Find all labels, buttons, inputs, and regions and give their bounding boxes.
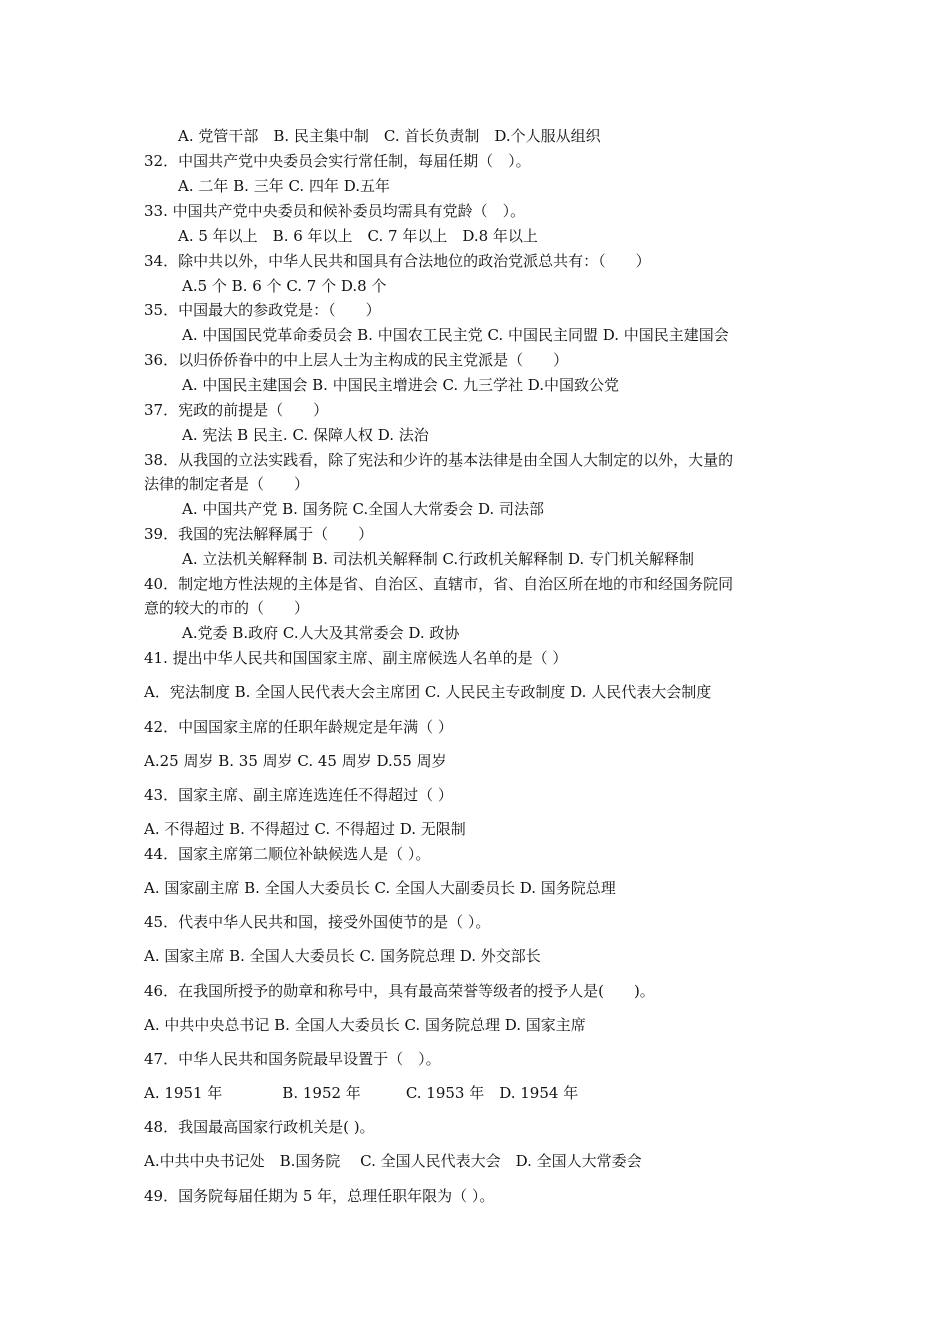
- q47-options: A. 1951 年 B. 1952 年 C. 1953 年 D. 1954 年: [144, 1084, 579, 1102]
- q35-question: 35．中国最大的参政党是：（ ）: [144, 301, 381, 319]
- q37-question: 37．宪政的前提是（ ）: [144, 401, 329, 419]
- q42-question: 42．中国国家主席的任职年龄规定是年满（ ）: [144, 718, 453, 736]
- q48-question: 48．我国最高国家行政机关是( )。: [144, 1118, 375, 1136]
- q43-question: 43．国家主席、副主席连选连任不得超过（ ）: [144, 786, 453, 804]
- q35-options: A. 中国国民党革命委员会 B. 中国农工民主党 C. 中国民主同盟 D. 中国民主建国会: [182, 326, 729, 344]
- q44-options: A. 国家副主席 B. 全国人大委员长 C. 全国人大副委员长 D. 国务院总理: [144, 879, 616, 897]
- q46-question: 46．在我国所授予的勋章和称号中，具有最高荣誉等级者的授予人是( )。: [144, 982, 655, 1000]
- q49-question: 49．国务院每届任期为 5 年，总理任职年限为（ ）。: [144, 1187, 495, 1205]
- q40-question-cont: 意的较大的市的（ ）: [144, 599, 310, 617]
- q45-question: 45．代表中华人民共和国，接受外国使节的是（ ）。: [144, 913, 491, 931]
- q41-options: A．宪法制度 B. 全国人民代表大会主席团 C. 人民民主专政制度 D. 人民代表大会制度: [144, 683, 712, 701]
- q42-options: A.25 周岁 B. 35 周岁 C. 45 周岁 D.55 周岁: [144, 752, 447, 770]
- q39-question: 39．我国的宪法解释属于（ ）: [144, 525, 374, 543]
- q31-options: A. 党管干部 B. 民主集中制 C. 首长负责制 D.个人服从组织: [178, 127, 601, 145]
- q34-options: A.5 个 B. 6 个 C. 7 个 D.8 个: [182, 277, 387, 295]
- q44-question: 44．国家主席第二顺位补缺候选人是（ ）。: [144, 845, 431, 863]
- q32-options: A. 二年 B. 三年 C. 四年 D.五年: [178, 177, 390, 195]
- q38-question: 38．从我国的立法实践看，除了宪法和少许的基本法律是由全国人大制定的以外，大量的: [144, 451, 734, 469]
- q45-options: A. 国家主席 B. 全国人大委员长 C. 国务院总理 D. 外交部长: [144, 947, 541, 965]
- q39-options: A. 立法机关解释制 B. 司法机关解释制 C.行政机关解释制 D. 专门机关解释制: [182, 550, 694, 568]
- q41-question: 41. 提出中华人民共和国国家主席、副主席候选人名单的是（ ）: [144, 649, 568, 667]
- q40-question: 40．制定地方性法规的主体是省、自治区、直辖市，省、自治区所在地的市和经国务院同: [144, 575, 734, 593]
- q33-question: 33. 中国共产党中央委员和候补委员均需具有党龄（ ）。: [144, 202, 526, 220]
- q32-question: 32．中国共产党中央委员会实行常任制，每届任期（ ）。: [144, 152, 531, 170]
- q40-options: A.党委 B.政府 C.人大及其常委会 D. 政协: [182, 624, 460, 642]
- q38-question-cont: 法律的制定者是（ ）: [144, 475, 310, 493]
- q46-options: A. 中共中央总书记 B. 全国人大委员长 C. 国务院总理 D. 国家主席: [144, 1016, 586, 1034]
- q37-options: A. 宪法 B 民主. C. 保障人权 D. 法治: [182, 426, 429, 444]
- q47-question: 47．中华人民共和国务院最早设置于（ ）。: [144, 1050, 441, 1068]
- q48-options: A.中共中央书记处 B.国务院 C. 全国人民代表大会 D. 全国人大常委会: [144, 1152, 642, 1170]
- q36-question: 36．以归侨侨眷中的中上层人士为主构成的民主党派是（ ）: [144, 351, 569, 369]
- q34-question: 34．除中共以外，中华人民共和国具有合法地位的政治党派总共有：（ ）: [144, 252, 651, 270]
- q33-options: A. 5 年以上 B. 6 年以上 C. 7 年以上 D.8 年以上: [178, 227, 538, 245]
- q38-options: A. 中国共产党 B. 国务院 C.全国人大常委会 D. 司法部: [182, 500, 544, 518]
- q36-options: A. 中国民主建国会 B. 中国民主增进会 C. 九三学社 D.中国致公党: [182, 376, 619, 394]
- q43-options: A. 不得超过 B. 不得超过 C. 不得超过 D. 无限制: [144, 820, 466, 838]
